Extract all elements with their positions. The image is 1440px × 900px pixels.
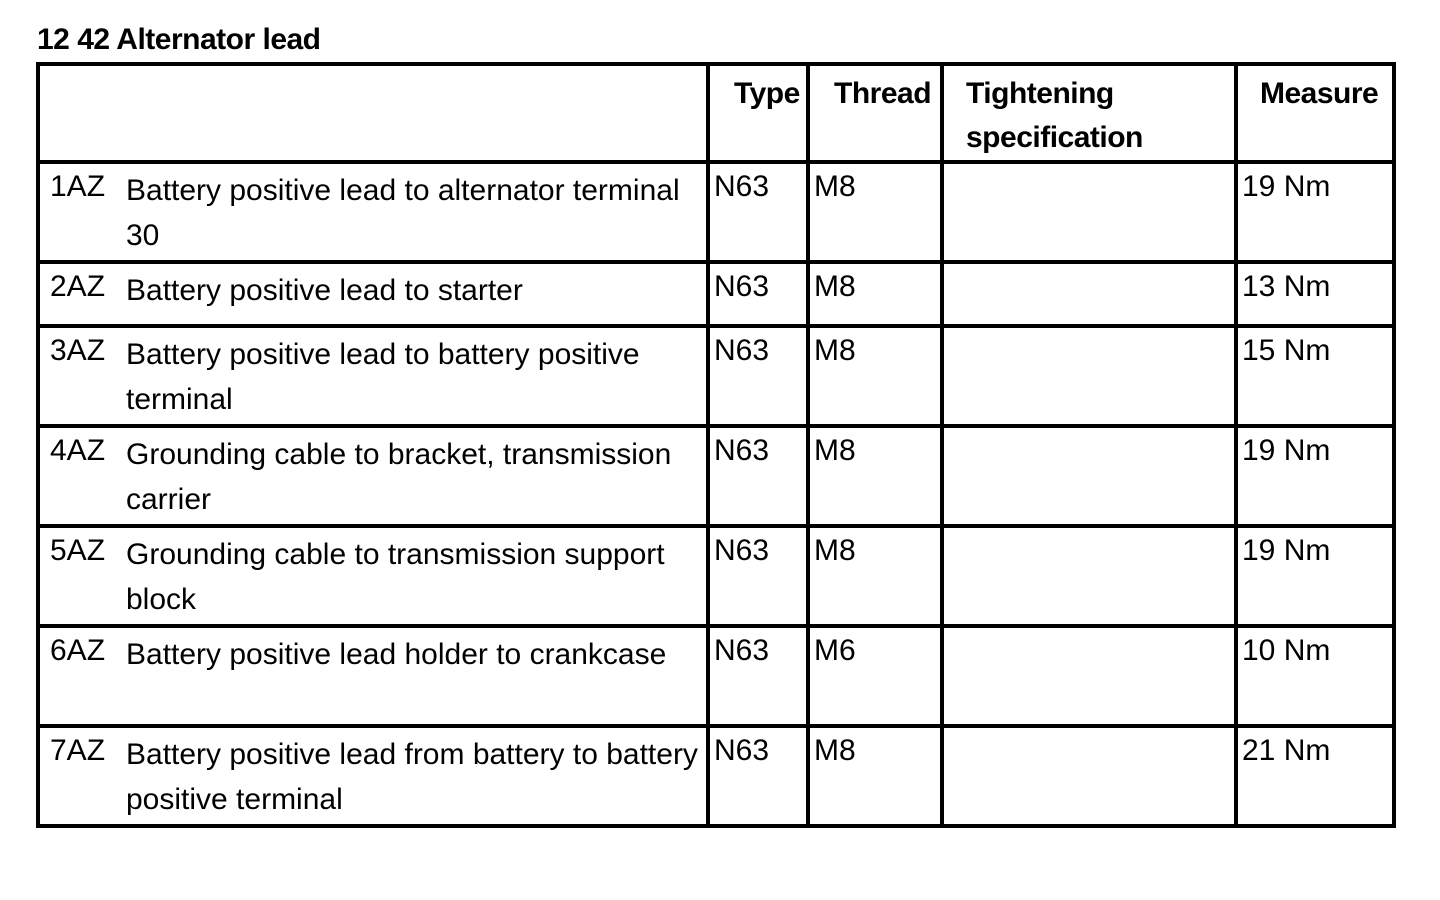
- torque-spec-table: [36, 62, 1396, 828]
- thread-cell: M8: [808, 726, 942, 826]
- type-cell: N63: [708, 162, 808, 262]
- tightening-cell: [942, 162, 1236, 262]
- description-cell: [38, 526, 708, 626]
- table-row: [38, 426, 1394, 526]
- measure-cell: 19 Nm: [1236, 526, 1394, 626]
- table-row: [38, 162, 1394, 262]
- tightening-cell: [942, 262, 1236, 326]
- item-description: Battery positive lead to alternator terminal 30: [126, 174, 680, 252]
- description-cell: [38, 162, 708, 262]
- thread-cell: M8: [808, 162, 942, 262]
- item-description: Grounding cable to bracket, transmission carrier: [126, 438, 672, 516]
- item-id: 3AZ: [50, 334, 106, 367]
- item-id: 1AZ: [50, 170, 106, 203]
- header-description: [38, 64, 708, 162]
- type-cell: N63: [708, 262, 808, 326]
- document-title: 12 42 Alternator lead: [37, 23, 321, 56]
- item-id: 5AZ: [50, 534, 106, 567]
- description-cell: [38, 626, 708, 726]
- thread-cell: M8: [808, 526, 942, 626]
- measure-cell: 21 Nm: [1236, 726, 1394, 826]
- tightening-cell: [942, 626, 1236, 726]
- item-description: Battery positive lead to battery positive terminal: [126, 338, 640, 416]
- thread-cell: M8: [808, 426, 942, 526]
- item-description: Battery positive lead to starter: [126, 274, 523, 307]
- thread-cell: M6: [808, 626, 942, 726]
- thread-cell: M8: [808, 326, 942, 426]
- table-row: [38, 626, 1394, 726]
- tightening-cell: [942, 326, 1236, 426]
- item-description: Battery positive lead holder to crankcase: [126, 638, 667, 671]
- description-cell: [38, 726, 708, 826]
- type-cell: N63: [708, 426, 808, 526]
- table-row: [38, 526, 1394, 626]
- table-row: [38, 262, 1394, 326]
- header-thread: Thread: [808, 64, 942, 162]
- thread-cell: M8: [808, 262, 942, 326]
- header-tightening-specification: Tightening specification: [942, 64, 1236, 162]
- type-cell: N63: [708, 626, 808, 726]
- type-cell: N63: [708, 326, 808, 426]
- header-measure: Measure: [1236, 64, 1394, 162]
- tightening-cell: [942, 526, 1236, 626]
- measure-cell: 19 Nm: [1236, 426, 1394, 526]
- table-row: [38, 726, 1394, 826]
- item-id: 6AZ: [50, 634, 106, 667]
- measure-cell: 13 Nm: [1236, 262, 1394, 326]
- measure-cell: 15 Nm: [1236, 326, 1394, 426]
- type-cell: N63: [708, 526, 808, 626]
- table-header-row: [38, 64, 1394, 162]
- item-id: 4AZ: [50, 434, 106, 467]
- tightening-cell: [942, 726, 1236, 826]
- description-cell: [38, 426, 708, 526]
- measure-cell: 19 Nm: [1236, 162, 1394, 262]
- item-description: Battery positive lead from battery to battery positive terminal: [126, 738, 698, 816]
- item-id: 7AZ: [50, 734, 106, 767]
- measure-cell: 10 Nm: [1236, 626, 1394, 726]
- item-description: Grounding cable to transmission support block: [126, 538, 665, 616]
- description-cell: [38, 262, 708, 326]
- tightening-cell: [942, 426, 1236, 526]
- table-row: [38, 326, 1394, 426]
- type-cell: N63: [708, 726, 808, 826]
- header-type: Type: [708, 64, 808, 162]
- item-id: 2AZ: [50, 270, 106, 303]
- description-cell: [38, 326, 708, 426]
